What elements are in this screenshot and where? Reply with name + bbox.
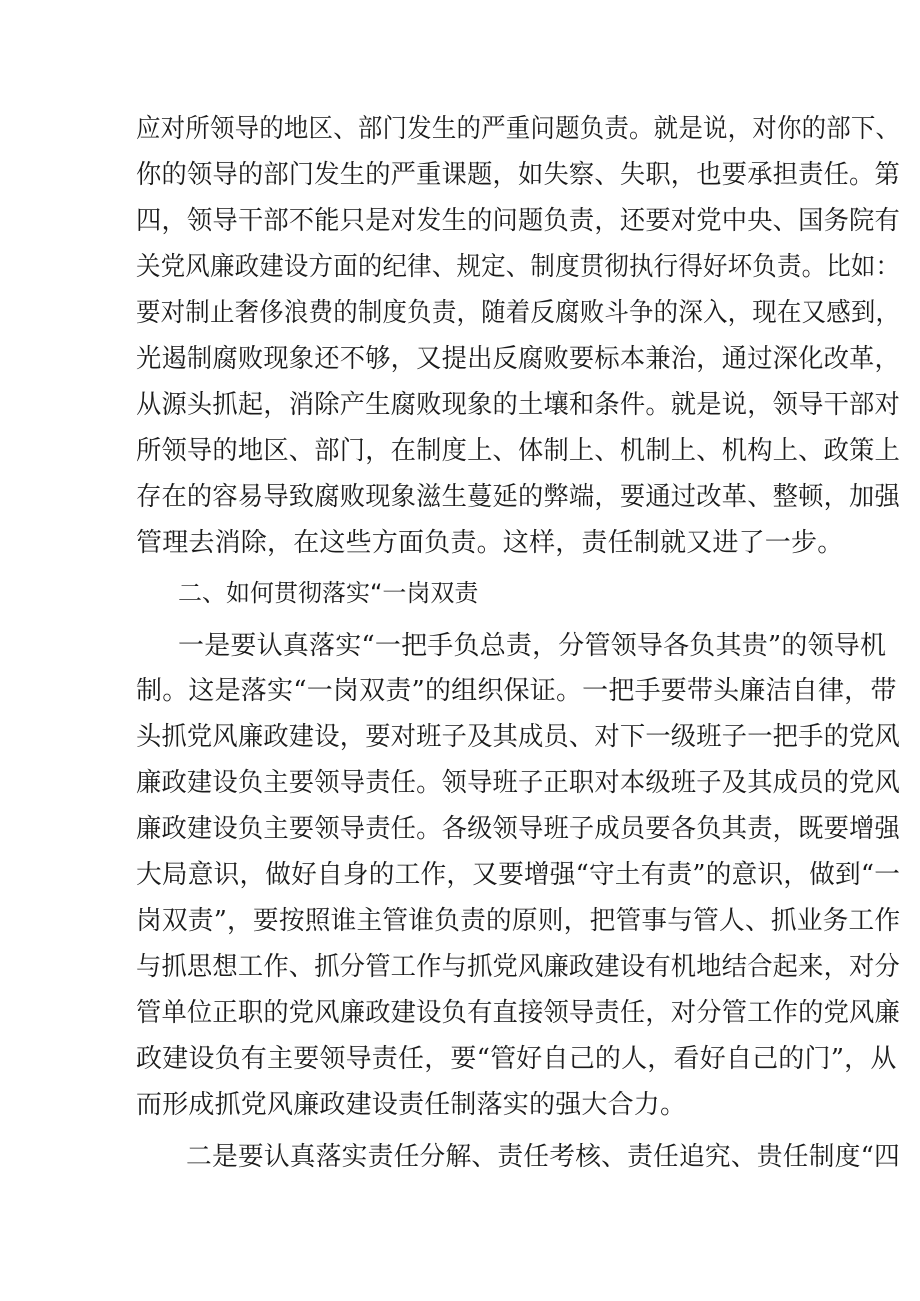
text-line: 与抓思想工作、抓分管工作与抓党风廉政建设有机地结合起来，对分 [136,952,901,982]
text-line: 制。这是落实“一岗双责”的组织保证。一把手要带头廉洁自律，带 [136,676,897,706]
text-line: 一是要认真落实“一把手负总责，分管领导各负其贵”的领导机 [178,631,887,661]
text-line: 存在的容易导致腐败现象滋生蔓延的弊端，要通过改革、整顿，加强 [136,482,901,512]
text-line: 所领导的地区、部门，在制度上、体制上、机制上、机构上、政策上 [136,436,901,466]
text-line: 从源头抓起，消除产生腐败现象的土壤和条件。就是说，领导干部对 [136,390,901,420]
text-line: 头抓党风廉政建设，要对班子及其成员、对下一级班子一把手的党风 [136,722,901,752]
text-line: 四，领导干部不能只是对发生的问题负责，还要对党中央、国务院有 [136,206,901,236]
text-line: 应对所领导的地区、部门发生的严重问题负责。就是说，对你的部下、 [136,114,901,144]
text-line: 管理去消除，在这些方面负责。这样，责任制就又进了一步。 [136,528,844,558]
text-line: 关党风廉政建设方面的纪律、规定、制度贯彻执行得好坏负责。比如： [136,252,901,282]
section-heading: 二、如何贯彻落实“一岗双责 [178,579,479,607]
text-line: 而形成抓党风廉政建设责任制落实的强大合力。 [136,1090,687,1120]
text-line: 廉政建设负主要领导责任。领导班子正职对本级班子及其成员的党风 [136,768,901,798]
text-line: 二是要认真落实责任分解、责任考核、责任追究、贵任制度“四 [186,1142,900,1172]
text-line: 你的领导的部门发生的严重课题，如失察、失职，也要承担责任。第 [136,160,901,190]
text-line: 廉政建设负主要领导责任。各级领导班子成员要各负其责，既要增强 [136,814,901,844]
text-line: 岗双责”，要按照谁主管谁负责的原则，把管事与管人、抓业务工作 [136,906,901,936]
text-line: 光遏制腐败现象还不够，又提出反腐败要标本兼治，通过深化改革， [136,344,901,374]
text-line: 要对制止奢侈浪费的制度负责，随着反腐败斗争的深入，现在又感到， [136,298,901,328]
text-line: 大局意识，做好自身的工作，又要增强“守土有责”的意识，做到“一 [136,860,901,890]
text-line: 管单位正职的党风廉政建设负有直接领导责任，对分管工作的党风廉 [136,998,901,1028]
text-line: 政建设负有主要领导责任，要“管好自己的人，看好自己的门”，从 [136,1044,897,1074]
